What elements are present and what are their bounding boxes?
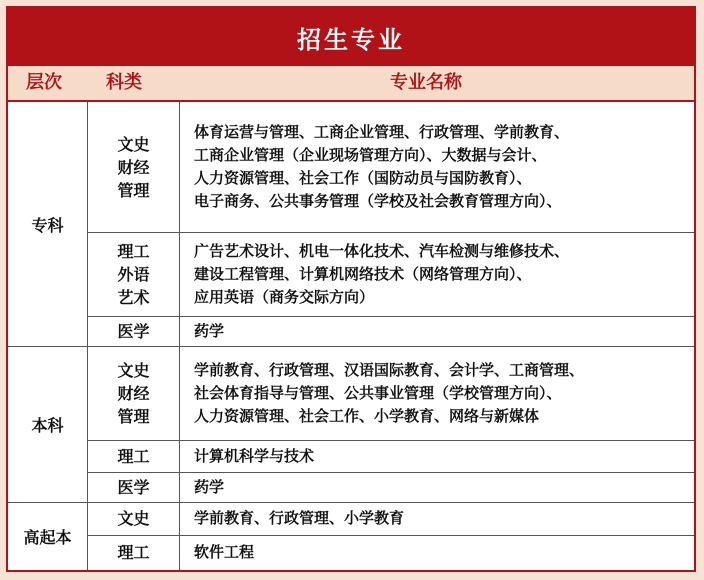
category-cell: 理工 xyxy=(88,535,180,570)
admissions-table xyxy=(6,6,696,572)
major-cell: 软件工程 xyxy=(194,543,255,561)
table-title: 招生专业 xyxy=(8,8,694,66)
level-cell: 专科 xyxy=(8,102,88,346)
category-cell: 理工 xyxy=(88,440,180,472)
category-cell: 文史 财经 管理 xyxy=(88,102,180,232)
header-row xyxy=(8,66,694,102)
major-cell: 药学 xyxy=(194,321,225,340)
major-cell: 计算机科学与技术 xyxy=(194,446,315,465)
major-cell: 药学 xyxy=(194,477,225,496)
level-cell: 本科 xyxy=(8,346,88,502)
category-cell: 医学 xyxy=(88,316,180,346)
category-cell: 文史 财经 管理 xyxy=(88,346,180,440)
major-cell: 学前教育、行政管理、小学教育 xyxy=(194,509,405,527)
category-cell: 文史 xyxy=(88,502,180,535)
header-level: 层次 xyxy=(26,72,62,93)
header-major: 专业名称 xyxy=(390,72,462,93)
major-cell: 广告艺术设计、机电一体化技术、汽车检测与维修技术、 建设工程管理、计算机网络技术（网络管理方向）、 应用英语（商务交际方向） xyxy=(194,241,570,306)
header-category: 科类 xyxy=(106,72,142,93)
level-cell: 高起本 xyxy=(8,502,88,570)
category-cell: 理工 外语 艺术 xyxy=(88,232,180,316)
major-cell: 体育运营与管理、工商企业管理、行政管理、学前教育、 工商企业管理（企业现场管理方向）、大数据与会计、 人力资源管理、社会工作（国防动员与国防教育）、 电子商务、公共事务管理（学校及社会教育管理方向）、 xyxy=(194,123,570,210)
major-cell: 学前教育、行政管理、汉语国际教育、会计学、工商管理、 社会体育指导与管理、公共事业管理（学校管理方向）、 人力资源管理、社会工作、小学教育、网络与新媒体 xyxy=(194,360,585,425)
category-cell: 医学 xyxy=(88,472,180,502)
